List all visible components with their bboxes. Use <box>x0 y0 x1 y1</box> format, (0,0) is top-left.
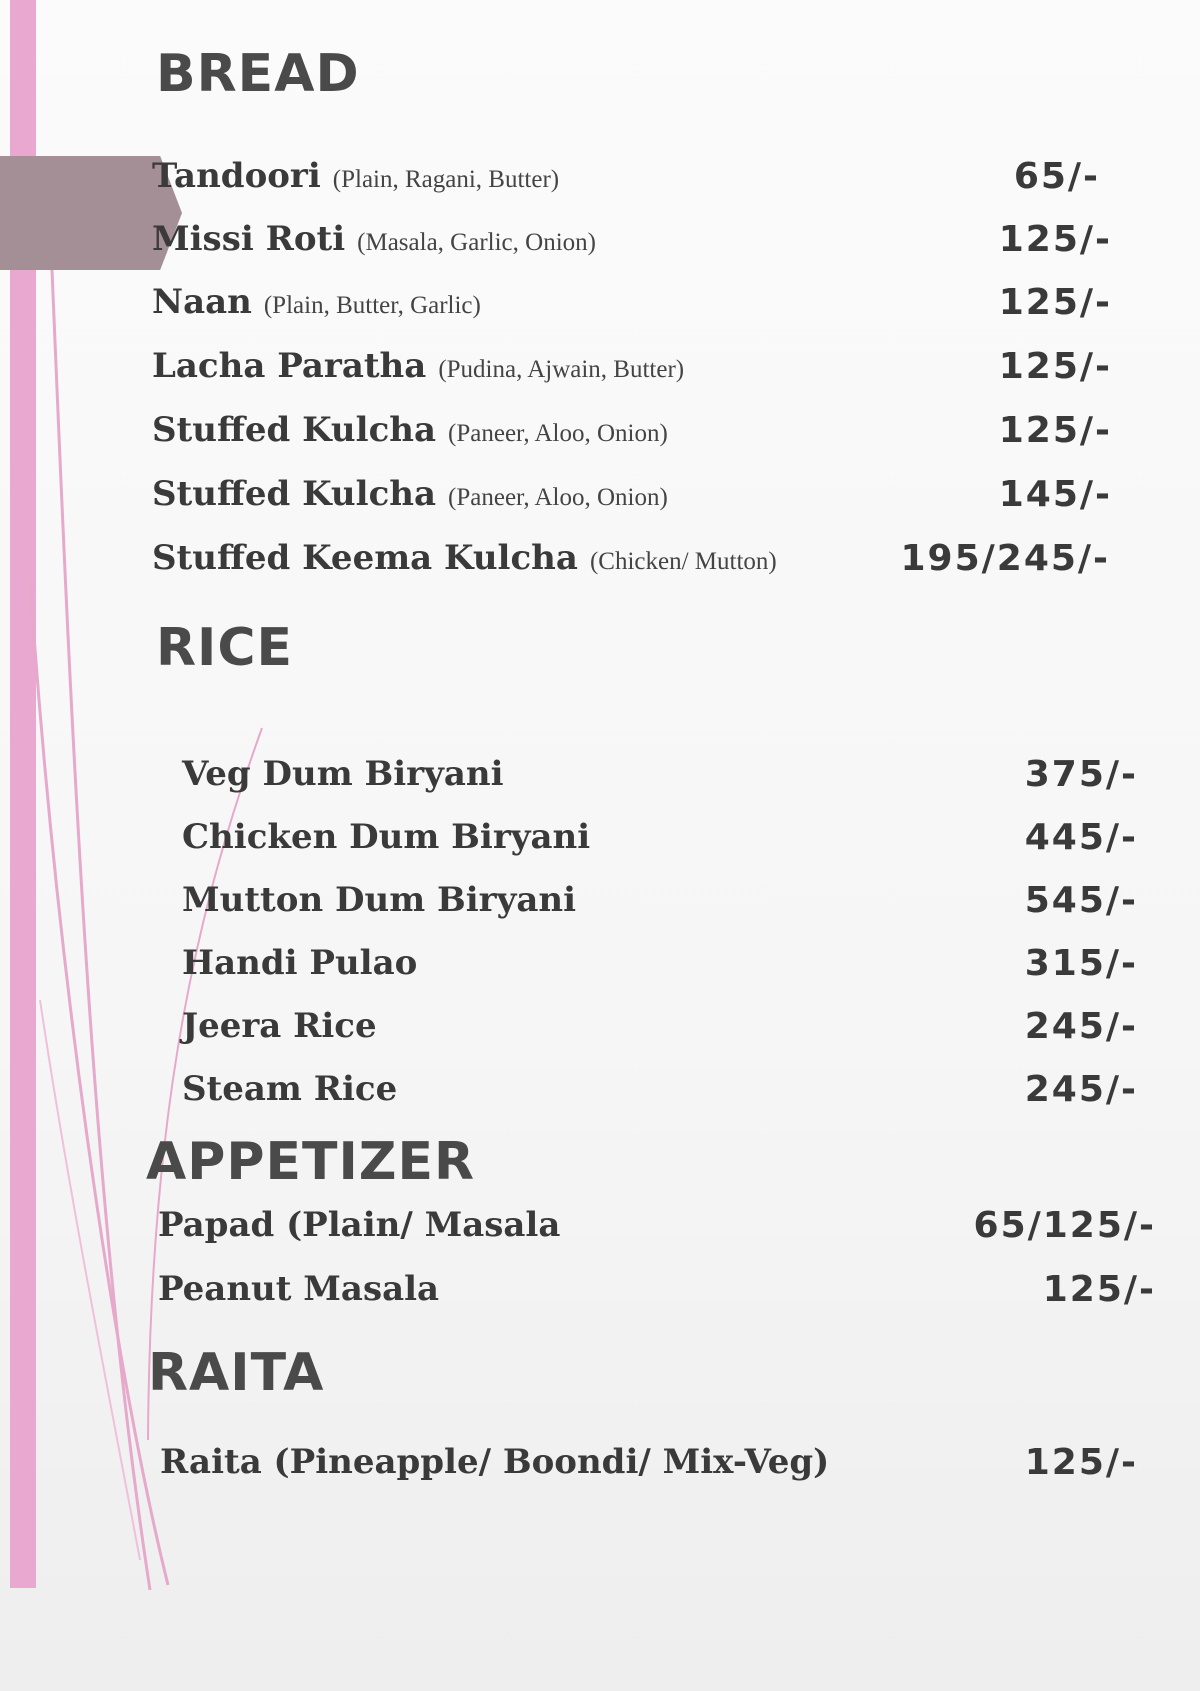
item-price: 545/- <box>1024 880 1138 921</box>
menu-item <box>182 880 576 920</box>
section-title-bread: BREAD <box>156 44 360 104</box>
menu-item <box>182 1006 377 1046</box>
menu-item <box>152 346 684 386</box>
section-title-appetizer: APPETIZER <box>146 1132 476 1192</box>
menu-item <box>182 943 417 983</box>
item-name: Stuffed Keema Kulcha <box>152 538 578 578</box>
item-name: Jeera Rice <box>182 1006 377 1046</box>
menu-item <box>182 1069 397 1109</box>
item-variants: (Masala, Garlic, Onion) <box>357 229 596 256</box>
menu-item <box>158 1269 439 1309</box>
item-name: Handi Pulao <box>182 943 418 983</box>
menu-item <box>152 156 559 196</box>
item-price: 125/- <box>1042 1269 1156 1310</box>
menu-item <box>158 1205 560 1245</box>
menu-item <box>152 538 777 578</box>
section-title-rice: RICE <box>156 618 294 678</box>
item-price: 125/- <box>998 282 1112 323</box>
menu-item <box>160 1442 829 1482</box>
item-price: 245/- <box>1024 1069 1138 1110</box>
item-name: Chicken Dum Biryani <box>182 817 591 857</box>
item-price: 65/125/- <box>973 1205 1156 1246</box>
item-price: 125/- <box>1024 1442 1138 1483</box>
menu-item <box>152 410 668 450</box>
menu-item <box>152 474 668 514</box>
item-price: 445/- <box>1024 817 1138 858</box>
item-name: Raita (Pineapple/ Boondi/ Mix-Veg) <box>160 1442 830 1482</box>
item-price: 125/- <box>998 410 1112 451</box>
menu-item <box>152 282 481 322</box>
item-name: Stuffed Kulcha <box>152 410 437 450</box>
item-variants: (Chicken/ Mutton) <box>589 548 777 575</box>
item-name: Peanut Masala <box>158 1269 440 1309</box>
section-title-raita: RAITA <box>148 1343 325 1403</box>
item-name: Naan <box>152 282 252 322</box>
item-name: Stuffed Kulcha <box>152 474 437 514</box>
menu-item <box>182 817 590 857</box>
item-name: Lacha Paratha <box>152 346 427 386</box>
item-name: Veg Dum Biryani <box>182 754 504 794</box>
item-name: Mutton Dum Biryani <box>182 880 577 920</box>
item-price: 65/- <box>1013 156 1100 197</box>
item-variants: (Plain, Butter, Garlic) <box>263 292 481 319</box>
item-variants: (Pudina, Ajwain, Butter) <box>438 356 685 383</box>
item-name: Steam Rice <box>182 1069 398 1109</box>
item-price: 375/- <box>1024 754 1138 795</box>
item-name: Papad (Plain/ Masala <box>158 1205 561 1245</box>
item-variants: (Paneer, Aloo, Onion) <box>448 420 668 447</box>
item-price: 125/- <box>998 346 1112 387</box>
item-variants: (Plain, Ragani, Butter) <box>332 166 560 193</box>
item-price: 145/- <box>998 474 1112 515</box>
item-variants: (Paneer, Aloo, Onion) <box>448 484 668 511</box>
item-name: Tandoori <box>152 156 321 196</box>
item-name: Missi Roti <box>152 219 346 259</box>
item-price: 195/245/- <box>900 538 1110 579</box>
item-price: 245/- <box>1024 1006 1138 1047</box>
item-price: 315/- <box>1024 943 1138 984</box>
menu-item <box>182 754 504 794</box>
item-price: 125/- <box>998 219 1112 260</box>
menu-item <box>152 219 596 259</box>
